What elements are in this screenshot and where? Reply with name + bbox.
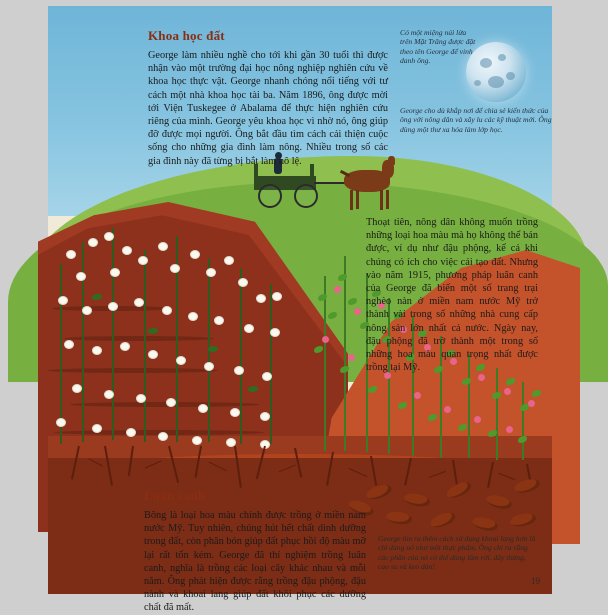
moon-caption-text: Có một miệng núi lửa trên Mặt Trăng được đặt theo tên George để vinh danh ông. — [400, 28, 476, 66]
soil-science-heading: Khoa học đất — [148, 28, 225, 43]
book-page — [48, 6, 552, 614]
sweet-potato-caption-text: George tìm ra thêm cách sử dụng khoai lang hơn là chỉ dùng nó như một thực phẩm. Ông chỉ ra rằng các phần của nó có thể dùng làm rời, dây thừng, cao su và keo dán! — [378, 534, 536, 572]
soil-science-text-block — [148, 28, 388, 168]
sweet-potato-caption-block — [378, 534, 538, 572]
luan-canh-body: Bông là loại hoa màu chính được trồng ở miền nam nước Mỹ. Tuy nhiên, chúng hút hết chất dinh dưỡng trong đất, còn phân bón giúp đất phục hồi độ màu mỡ lại rất tốn kém. George đã thí nghiệm trồng luân canh, nghĩa là trồng các loại cây khác nhau và mỗi năm. Ông phát hiện được rằng trồng đậu phộng, đậu nành và khoai lang giúp đất khôi phục các dưỡng chất đã mất. — [144, 510, 366, 614]
luan-canh-text-block — [144, 488, 366, 615]
george-travel-caption-block — [400, 106, 552, 134]
crop-rotation-body: Thoạt tiên, nông dân không muốn trồng những loại hoa màu mà họ không thể bán được, ví dụ như đậu phộng, kể cả khi chúng có ích cho việc cải tạo đất. Nhưng vào năm 1915, phương pháp luân canh của George đã biến một số trang trại nghèo nàn ở miền nam nước Mỹ trở thành vài trong số những nhà cung cấp nông sản lớn nhất cả nước. Ngày nay, đậu phộng đã trở thành một trong số những hoa màu quan trọng nhất được trồng tại Mỹ. — [366, 217, 538, 374]
george-travel-caption-text: George cho dù khắp nơi để chia sẻ kiến thức của ông với nông dân và xây lu các kỹ thuật mới. Ông dùng một thư xa hóa làm lớp học. — [400, 106, 552, 134]
crop-rotation-text-block — [366, 216, 538, 374]
page-number: 19 — [531, 576, 540, 586]
luan-canh-heading: Luân canh — [144, 488, 206, 503]
moon-caption-block — [400, 28, 478, 66]
soil-science-body: George làm nhiều nghề cho tới khi gần 30 tuổi thì được nhận vào một trường đại học nông nghiệp nghiên cứu về khoa học thực vật. George nhanh chóng nổi tiếng với tư cách một nhà khoa học tài ba. Năm 1896, ông được mời tới Viện Tuskegee ở Abalama để thực hiện nghiên cứu riêng của mình. George yêu khoa học vì nhờ nó, ông giúp đỡ được mọi người. Ông bắt đầu tìm cách cải thiện cuộc sống cho những gia đình làm nông. Nhiều trong số các gia đình này đã từng bị bắt làm nô lệ. — [148, 50, 388, 167]
